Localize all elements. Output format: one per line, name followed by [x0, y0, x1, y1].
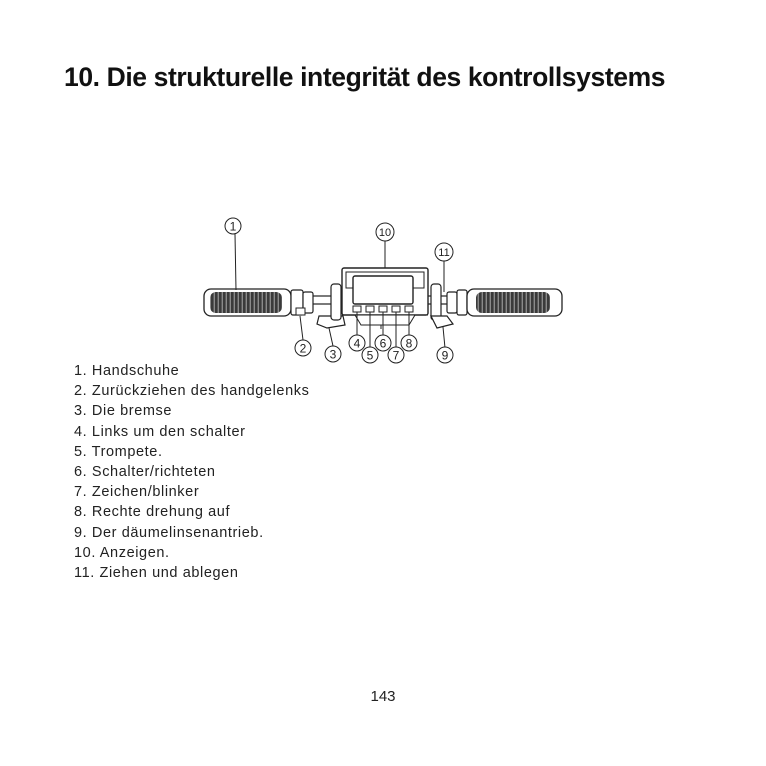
- svg-text:4: 4: [353, 336, 361, 351]
- legend-item: 9. Der däumelinsenantrieb.: [74, 524, 264, 541]
- handlebar-control-diagram: [195, 212, 575, 372]
- callout-3: [325, 346, 341, 362]
- left-turn-switch-button: [353, 306, 361, 312]
- right-grip: [447, 289, 562, 316]
- legend-item: 10. Anzeigen.: [74, 544, 170, 561]
- callout-5: [362, 347, 378, 363]
- callout-11: [435, 243, 453, 261]
- legend-item: 4. Links um den schalter: [74, 423, 246, 440]
- legend-item: 7. Zeichen/blinker: [74, 484, 200, 501]
- callout-1: [225, 218, 241, 234]
- legend-item: 8. Rechte drehung auf: [74, 504, 231, 521]
- callout-7: [388, 347, 404, 363]
- svg-text:6: 6: [379, 336, 387, 351]
- callout-8: [401, 335, 417, 351]
- page-title: 10. Die strukturelle integrität des kontrollsystems: [64, 62, 666, 92]
- callout-10: [376, 223, 394, 241]
- page-number: 143: [370, 688, 396, 705]
- legend-item: 11. Ziehen und ablegen: [74, 565, 239, 582]
- left-clamp: [331, 284, 341, 320]
- callout-6: [375, 335, 391, 351]
- svg-text:8: 8: [405, 336, 413, 351]
- svg-text:5: 5: [366, 348, 374, 363]
- svg-text:10: 10: [378, 227, 392, 239]
- callout-2: [295, 340, 311, 356]
- legend-item: 2. Zurückziehen des handgelenks: [74, 383, 310, 400]
- horn-button: [366, 306, 374, 312]
- legend-item: 1. Handschuhe: [74, 363, 180, 379]
- svg-text:7: 7: [392, 348, 400, 363]
- switch-button: [379, 306, 387, 312]
- callout-4: [349, 335, 365, 351]
- svg-text:11: 11: [438, 247, 450, 259]
- svg-text:2: 2: [299, 341, 307, 356]
- thumb-throttle: [431, 316, 453, 328]
- component-legend: [74, 361, 309, 583]
- legend-item: 3. Die bremse: [74, 403, 173, 420]
- signal-button: [392, 306, 400, 312]
- callout-9: [437, 347, 453, 363]
- display-unit: [342, 268, 428, 329]
- svg-text:1: 1: [229, 219, 237, 234]
- wrist-retract-switch: [296, 308, 305, 315]
- right-turn-button: [405, 306, 413, 312]
- right-clamp: [431, 284, 441, 320]
- svg-text:3: 3: [329, 347, 337, 362]
- svg-text:9: 9: [441, 348, 449, 363]
- legend-item: 6. Schalter/richteten: [74, 464, 216, 481]
- legend-item: 5. Trompete.: [74, 443, 163, 460]
